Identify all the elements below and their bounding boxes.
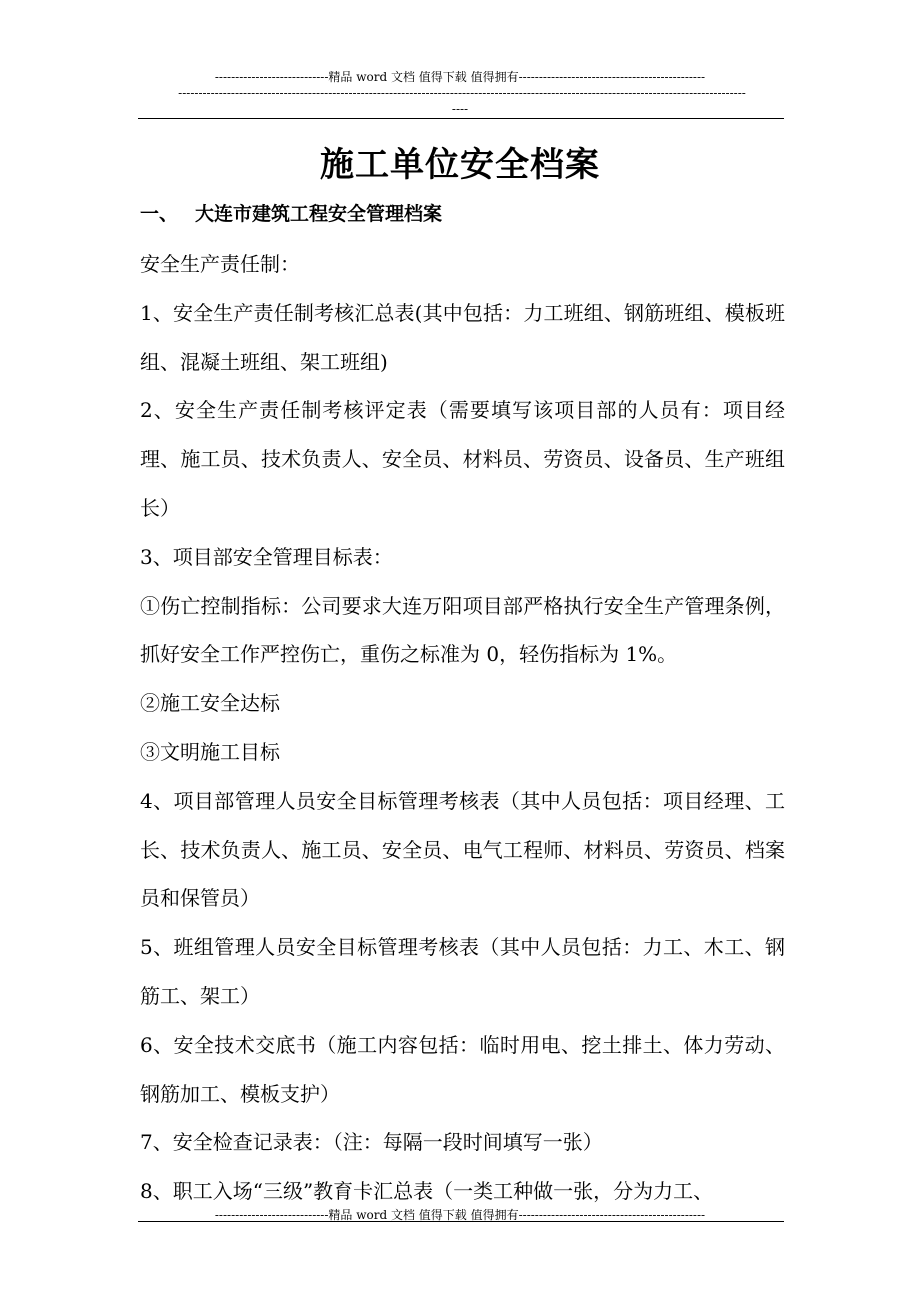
document-body [140,240,785,1216]
header-banner: ----------------------------精品 word 文档 值得下载 值得拥有---------------------------------------------- [214,70,706,84]
header-dash-line: -------------------------------------------------------------------------------------------------------------------------------------------- [178,86,746,100]
paragraph: 6、安全技术交底书（施工内容包括：临时用电、挖土排土、体力劳动、钢筋加工、模板支护） [140,1032,785,1106]
paragraph: ③文明施工目标 [140,739,280,764]
paragraph: 1、安全生产责任制考核汇总表(其中包括：力工班组、钢筋班组、模板班组、混凝土班组、架工班组) [140,300,785,374]
paragraph: 7、安全检查记录表：（注：每隔一段时间填写一张） [140,1130,603,1155]
section-number: 一、 [140,203,179,225]
paragraph: 5、班组管理人员安全目标管理考核表（其中人员包括：力工、木工、钢筋工、架工） [140,935,785,1008]
document-title: 施工单位安全档案 [320,145,600,185]
footer-banner: ----------------------------精品 word 文档 值得下载 值得拥有---------------------------------------------- [214,1208,706,1222]
paragraph: 4、项目部管理人员安全目标管理考核表（其中人员包括：项目经理、工长、技术负责人、施工员、安全员、电气工程师、材料员、劳资员、档案员和保管员） [140,788,785,911]
paragraph: ①伤亡控制指标：公司要求大连万阳项目部严格执行安全生产管理条例，抓好安全工作严控伤亡，重伤之标准为 0，轻伤指标为 1%。 [140,593,785,667]
footer-rule [138,1221,784,1222]
paragraph: 安全生产责任制： [140,252,300,276]
section-title: 大连市建筑工程安全管理档案 [195,203,443,225]
paragraph: 8、职工入场“三级”教育卡汇总表（一类工种做一张，分为力工、 [140,1179,714,1204]
paragraph: 3、项目部安全管理目标表： [140,544,393,569]
header-rule [138,118,784,119]
header-dash-tail: ---- [451,102,469,116]
paragraph: 2、安全生产责任制考核评定表（需要填写该项目部的人员有：项目经理、施工员、技术负责人、安全员、材料员、劳资员、设备员、生产班组长） [140,398,785,520]
paragraph: ②施工安全达标 [140,691,280,716]
section-heading [140,199,442,226]
